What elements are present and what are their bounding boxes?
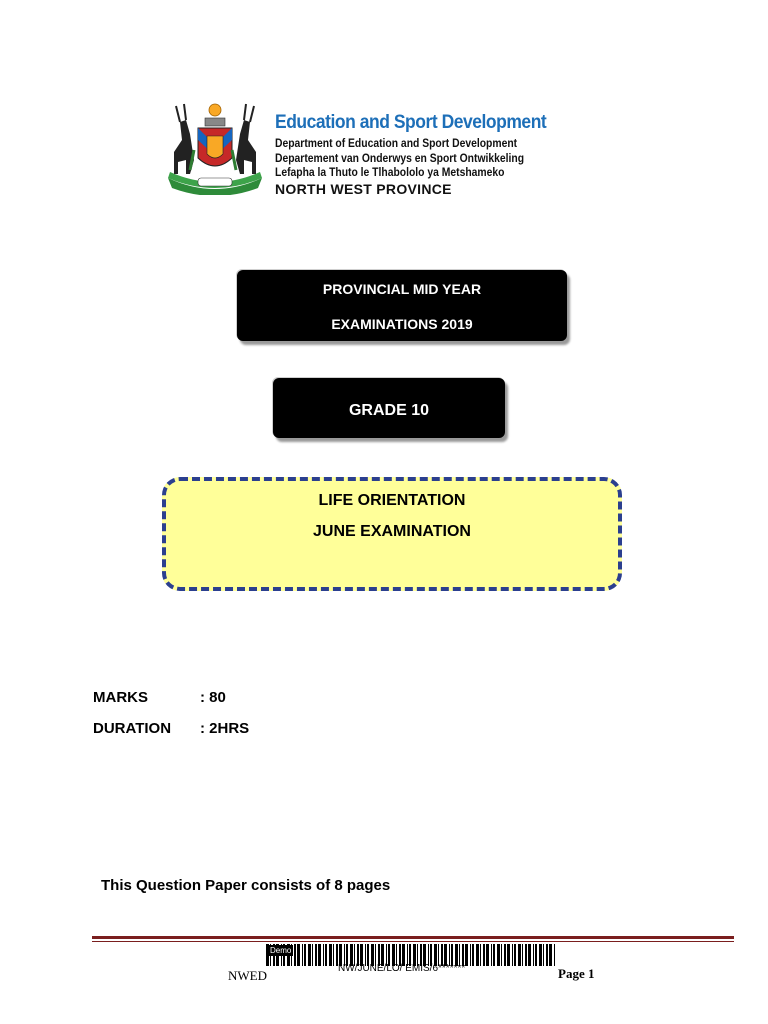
duration-label: DURATION [93,720,172,737]
marks-value: : 80 [200,689,226,706]
province-name: NORTH WEST PROVINCE [275,181,452,197]
coat-of-arms-logo [160,100,270,195]
duration-value: : 2HRS [200,720,250,737]
grade-box [273,378,505,438]
footer-organisation: NWED [228,968,267,983]
department-name-english: Department of Education and Sport Development [275,138,518,150]
exam-title-line-2: EXAMINATIONS 2019 [331,316,473,332]
subject-name: LIFE ORIENTATION [318,492,466,509]
page-count-note: This Question Paper consists of 8 pages [101,877,391,894]
footer-rule-thin [92,941,734,942]
department-title: Education and Sport Development [275,112,547,133]
footer-page-number: Page 1 [558,966,595,981]
footer-rule [92,936,734,939]
footer-paper-code: NW/JUNE/LO/ EMIS/6******* [338,963,466,974]
exam-title-line-1: PROVINCIAL MID YEAR [322,281,482,297]
demo-watermark: Demo [270,946,292,955]
subject-box [162,477,622,591]
exam-title-box [237,270,567,341]
grade-label: GRADE 10 [348,402,430,419]
department-name-setswana: Lefapha la Thuto le Tlhabololo ya Metshameko [275,167,505,179]
marks-label: MARKS [93,689,148,706]
exam-session: JUNE EXAMINATION [313,523,471,540]
department-name-afrikaans: Departement van Onderwys en Sport Ontwikkeling [275,153,525,165]
